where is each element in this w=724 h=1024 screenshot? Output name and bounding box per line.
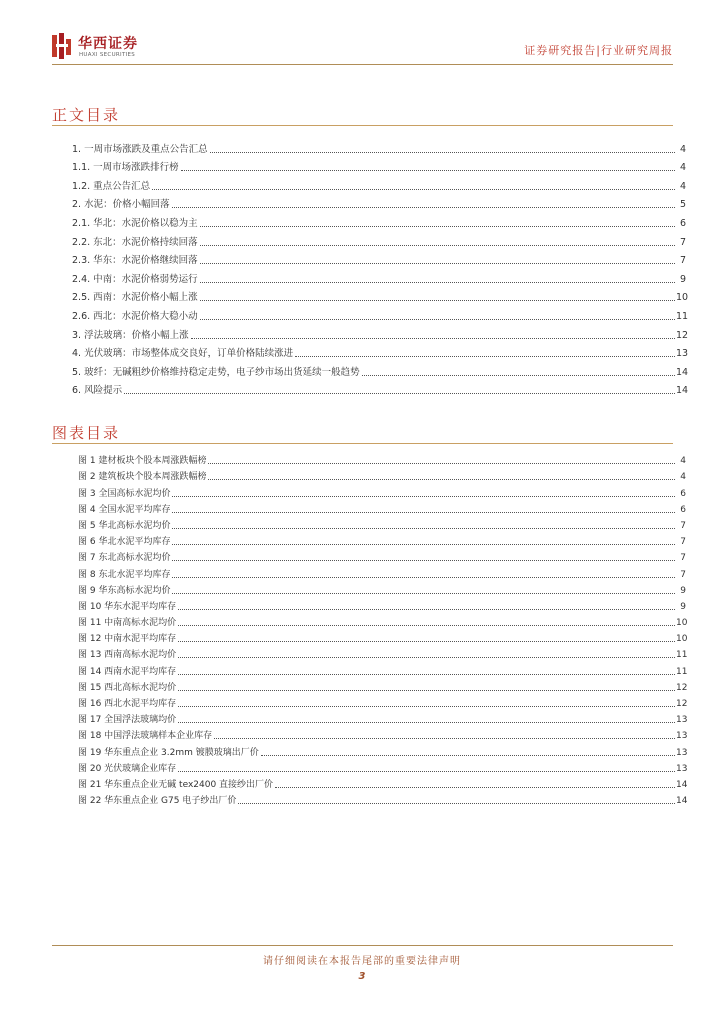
dot-leader: [210, 152, 675, 153]
dot-leader: [295, 356, 675, 357]
dot-leader: [200, 319, 675, 320]
figure-entry[interactable]: [78, 596, 686, 612]
figure-entry[interactable]: [78, 628, 686, 644]
toc-entry[interactable]: [72, 266, 686, 285]
figure-entry[interactable]: [78, 790, 686, 806]
dot-leader: [238, 803, 675, 804]
dot-leader: [178, 771, 675, 772]
header-divider: [52, 64, 673, 65]
toc-entry-page: 7: [679, 255, 686, 267]
toc-entry[interactable]: [72, 378, 689, 397]
figure-entry[interactable]: [78, 660, 686, 676]
figure-entry[interactable]: [78, 499, 686, 515]
dot-leader: [172, 207, 675, 208]
toc-entry-label: 图 21 华东重点企业无碱 tex2400 直接纱出厂价: [78, 779, 274, 790]
toc-entry-page: 4: [679, 180, 686, 192]
toc-entry-page: 10: [676, 618, 688, 629]
figure-entry[interactable]: [78, 515, 686, 531]
toc-entry-page: 13: [676, 715, 688, 726]
toc-entry-page: 7: [679, 236, 686, 248]
toc-entry-label: 图 1 建材板块个股本周涨跌幅榜: [78, 456, 207, 467]
dot-leader: [208, 479, 675, 480]
figure-toc-title: 图表目录: [52, 424, 121, 442]
dot-leader: [124, 393, 675, 394]
dot-leader: [200, 245, 675, 246]
toc-entry-page: 11: [676, 650, 688, 661]
toc-entry-page: 13: [676, 731, 688, 742]
dot-leader: [178, 722, 675, 723]
toc-entry[interactable]: [72, 155, 686, 174]
dot-leader: [181, 170, 675, 171]
toc-entry-page: 12: [676, 682, 688, 693]
toc-entry-label: 图 15 西北高标水泥均价: [78, 682, 177, 693]
toc-entry-page: 7: [680, 520, 686, 531]
toc-entry-label: 图 14 西南水泥平均库存: [78, 666, 177, 677]
toc-entry-label: 图 7 东北高标水泥均价: [78, 553, 171, 564]
dot-leader: [172, 496, 675, 497]
toc-entry-page: 4: [679, 143, 686, 155]
figure-entry[interactable]: [78, 482, 686, 498]
figure-toc-list: [78, 450, 686, 806]
dot-leader: [152, 189, 675, 190]
toc-entry-label: 5. 玻纤：无碱粗纱价格维持稳定走势，电子纱市场出货延续一般趋势: [72, 366, 360, 378]
toc-entry-label: 图 16 西北水泥平均库存: [78, 699, 177, 709]
toc-entry-label: 图 13 西南高标水泥均价: [78, 650, 177, 661]
brand-name-cn: 华西证券: [78, 36, 138, 52]
toc-entry-page: 10: [676, 634, 688, 645]
dot-leader: [275, 787, 675, 788]
toc-entry-page: 9: [680, 585, 686, 596]
toc-entry-page: 13: [676, 747, 688, 758]
toc-entry-label: 2.3. 华东：水泥价格继续回落: [72, 255, 198, 267]
toc-entry-label: 图 6 华北水泥平均库存: [78, 537, 171, 548]
figure-entry[interactable]: [78, 693, 686, 709]
toc-entry-page: 14: [676, 796, 688, 807]
dot-leader: [172, 528, 675, 529]
dot-leader: [200, 226, 675, 227]
toc-entry-label: 图 22 华东重点企业 G75 电子纱出厂价: [78, 796, 237, 807]
toc-entry-label: 2. 水泥：价格小幅回落: [72, 199, 170, 211]
figure-entry[interactable]: [78, 774, 686, 790]
dot-leader: [178, 657, 675, 658]
dot-leader: [178, 674, 675, 675]
toc-entry-label: 图 12 中南水泥平均库存: [78, 634, 177, 645]
toc-entry-page: 11: [676, 666, 688, 677]
dot-leader: [214, 738, 675, 739]
toc-entry-page: 11: [676, 310, 689, 322]
figure-entry[interactable]: [78, 644, 686, 660]
toc-entry[interactable]: [72, 248, 686, 267]
dot-leader: [178, 641, 675, 642]
toc-entry-page: 7: [680, 553, 686, 564]
toc-entry-label: 3. 浮法玻璃：价格小幅上涨: [72, 329, 189, 341]
toc-entry[interactable]: [72, 322, 689, 341]
figure-entry[interactable]: [78, 547, 686, 563]
toc-entry[interactable]: [72, 210, 686, 229]
toc-entry-label: 图 8 东北水泥平均库存: [78, 569, 171, 580]
toc-entry-page: 9: [680, 601, 686, 612]
toc-entry[interactable]: [72, 341, 689, 360]
figure-entry[interactable]: [78, 741, 686, 757]
dot-leader: [200, 282, 675, 283]
footer-divider: [52, 945, 673, 946]
toc-entry[interactable]: [72, 173, 686, 192]
toc-entry-page: 4: [680, 472, 686, 483]
toc-entry-label: 1. 一周市场涨跌及重点公告汇总: [72, 143, 208, 155]
toc-entry[interactable]: [72, 359, 689, 378]
toc-entry-label: 2.1. 华北：水泥价格以稳为主: [72, 217, 198, 229]
toc-entry-page: 13: [676, 348, 689, 360]
toc-entry-page: 14: [676, 779, 688, 790]
dot-leader: [172, 544, 675, 545]
toc-entry-label: 图 11 中南高标水泥均价: [78, 618, 177, 629]
toc-entry-page: 13: [676, 763, 688, 774]
figure-entry[interactable]: [78, 466, 686, 482]
toc-entry[interactable]: [72, 192, 686, 211]
figure-entry[interactable]: [78, 450, 686, 466]
dot-leader: [178, 706, 675, 707]
toc-entry-label: 图 20 光伏玻璃企业库存: [78, 763, 177, 774]
toc-entry-label: 1.2. 重点公告汇总: [72, 180, 151, 192]
toc-entry[interactable]: [72, 285, 689, 304]
toc-entry-page: 12: [676, 699, 688, 709]
figure-entry[interactable]: [78, 612, 686, 628]
toc-entry-page: 7: [680, 569, 686, 580]
toc-entry-page: 9: [679, 273, 686, 285]
huaxi-logo-icon: [52, 33, 72, 59]
toc-entry-label: 图 9 华东高标水泥均价: [78, 585, 171, 596]
toc-entry-label: 4. 光伏玻璃：市场整体成交良好，订单价格陆续涨进: [72, 348, 294, 360]
brand-name-en: HUAXI SECURITIES: [79, 52, 136, 58]
figure-entry[interactable]: [78, 563, 686, 579]
toc-entry-page: 4: [679, 162, 686, 174]
dot-leader: [172, 593, 675, 594]
toc-entry-label: 图 3 全国高标水泥均价: [78, 488, 171, 499]
figure-entry[interactable]: [78, 531, 686, 547]
toc-entry-page: 14: [676, 385, 689, 397]
figure-entry[interactable]: [78, 758, 686, 774]
dot-leader: [191, 338, 675, 339]
figure-toc-divider: [52, 443, 673, 444]
dot-leader: [200, 300, 675, 301]
dot-leader: [172, 560, 675, 561]
figure-entry[interactable]: [78, 677, 686, 693]
dot-leader: [261, 755, 675, 756]
dot-leader: [178, 625, 675, 626]
toc-entry-page: 5: [679, 199, 686, 211]
toc-entry-page: 4: [680, 456, 686, 467]
dot-leader: [200, 263, 675, 264]
figure-entry[interactable]: [78, 725, 686, 741]
toc-entry-label: 图 2 建筑板块个股本周涨跌幅榜: [78, 472, 207, 483]
toc-entry-page: 6: [680, 488, 686, 499]
toc-entry-label: 图 17 全国浮法玻璃均价: [78, 715, 177, 726]
toc-entry-page: 7: [680, 537, 686, 548]
toc-entry-page: 6: [680, 504, 686, 515]
toc-entry[interactable]: [72, 136, 686, 155]
toc-entry-label: 图 4 全国水泥平均库存: [78, 504, 171, 515]
toc-entry-label: 6. 风险提示: [72, 385, 123, 397]
dot-leader: [172, 512, 675, 513]
toc-entry-label: 2.2. 东北：水泥价格持续回落: [72, 236, 198, 248]
dot-leader: [208, 463, 675, 464]
dot-leader: [178, 609, 675, 610]
toc-entry-page: 12: [676, 329, 689, 341]
main-toc-divider: [52, 125, 673, 126]
toc-entry-page: 10: [676, 292, 689, 304]
toc-entry[interactable]: [72, 229, 686, 248]
toc-entry-page: 6: [679, 217, 686, 229]
toc-entry-label: 2.6. 西北：水泥价格大稳小动: [72, 310, 198, 322]
toc-entry-page: 14: [676, 366, 689, 378]
dot-leader: [362, 375, 675, 376]
dot-leader: [172, 577, 675, 578]
main-toc-list: [72, 136, 689, 397]
page-header: [0, 0, 724, 70]
figure-entry[interactable]: [78, 580, 686, 596]
toc-entry-label: 2.4. 中南：水泥价格弱势运行: [72, 273, 198, 285]
dot-leader: [178, 690, 675, 691]
toc-entry-label: 图 5 华北高标水泥均价: [78, 520, 171, 531]
page-number: 3: [358, 971, 366, 982]
toc-entry-label: 2.5. 西南：水泥价格小幅上涨: [72, 292, 198, 304]
toc-entry-label: 1.1. 一周市场涨跌排行榜: [72, 162, 179, 174]
figure-entry[interactable]: [78, 709, 686, 725]
toc-entry-label: 图 10 华东水泥平均库存: [78, 601, 177, 612]
toc-entry-label: 图 18 中国浮法玻璃样本企业库存: [78, 731, 213, 742]
toc-entry[interactable]: [72, 303, 689, 322]
report-type: 证券研究报告|行业研究周报: [524, 44, 673, 57]
main-toc-title: 正文目录: [52, 106, 121, 124]
legal-notice: 请仔细阅读在本报告尾部的重要法律声明: [263, 956, 461, 967]
toc-entry-label: 图 19 华东重点企业 3.2mm 镀膜玻璃出厂价: [78, 747, 259, 758]
